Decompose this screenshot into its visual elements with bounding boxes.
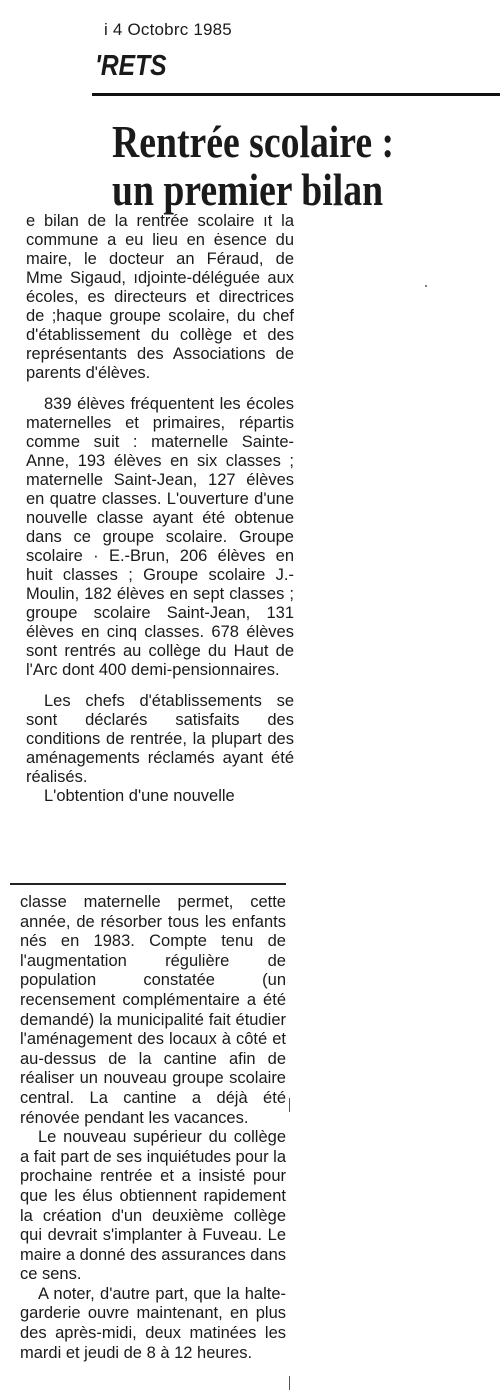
paragraph-maternelle: classe maternelle permet, cette année, de résorber tous les enfants nés en 1983. Compte tenu de l'augmentation régulière de population constatée (un recensement complémentaire a été demandé) la municipalité fait étudier l'aménagement des locaux à côté et au-dessus de la cantine afin de réaliser un nouveau groupe scolaire central. La cantine a déjà été rénovée pendant les vacances. xyxy=(20,893,286,1127)
paragraph-enrollment: 839 élèves fréquentent les écoles maternelles et primaires, répartis comme suit : maternelle Sainte-Anne, 193 élèves en six classes ; maternelle Saint-Jean, 127 élèves en quatre classes. L'ouverture d'une nouvelle classe ayant été obtenue dans ce groupe scolaire. Groupe scolaire · E.-Brun, 206 élèves en huit classes ; Groupe scolaire J.-Moulin, 182 élèves en sept classes ; groupe scolaire Saint-Jean, 131 élèves en cinq classes. 678 élèves sont rentrés au collège du Haut de l'Arc dont 400 demi-pensionnaires. xyxy=(26,395,294,679)
headline-line-2: un premier bilan xyxy=(112,164,384,215)
column-divider xyxy=(10,883,286,885)
print-speck xyxy=(289,1376,290,1390)
paragraph-continued: L'obtention d'une nouvelle xyxy=(44,787,235,805)
print-speck xyxy=(289,1098,290,1112)
headline-line-1: Rentrée scolaire : xyxy=(112,116,395,167)
paragraph-satisfaction: Les chefs d'établissements se sont déclarés satisfaits des conditions de rentrée, la plupart des aménagements réclamés ayant été réalisés. xyxy=(26,692,294,786)
paragraph-intro: e bilan de la rentrée scolaire ıt la commune a eu lieu en ėsence du maire, le docteur an Féraud, de Mme Sigaud, ıdjointe-déléguée aux écoles, es directeurs et directrices de ;haque groupe scolaire, du chef d'établissement du collège et des représentants des Associations de parents d'élèves. xyxy=(26,212,294,382)
article-column-2 xyxy=(20,893,286,1363)
issue-date: i 4 Octobrc 1985 xyxy=(104,20,232,39)
rubric-rule xyxy=(92,93,500,96)
paragraph-college: Le nouveau supérieur du collège a fait part de ses inquiétudes pour la prochaine rentrée et a insisté pour que les élus obtiennent rapidement la création d'un deuxième collège qui devrait s'implanter à Fuveau. Le maire a donné des assurances dans ce sens. xyxy=(20,1128,287,1284)
section-rubric: 'RETS xyxy=(95,50,167,82)
article-column-1 xyxy=(26,212,294,806)
headline xyxy=(112,118,394,214)
paragraph-halte-garderie: A noter, d'autre part, que la halte-garderie ouvre maintenant, en plus des après-midi, deux matinées les mardi et jeudi de 8 à 12 heures. xyxy=(20,1284,286,1362)
print-speck xyxy=(425,285,427,287)
column-gutter xyxy=(284,212,285,882)
